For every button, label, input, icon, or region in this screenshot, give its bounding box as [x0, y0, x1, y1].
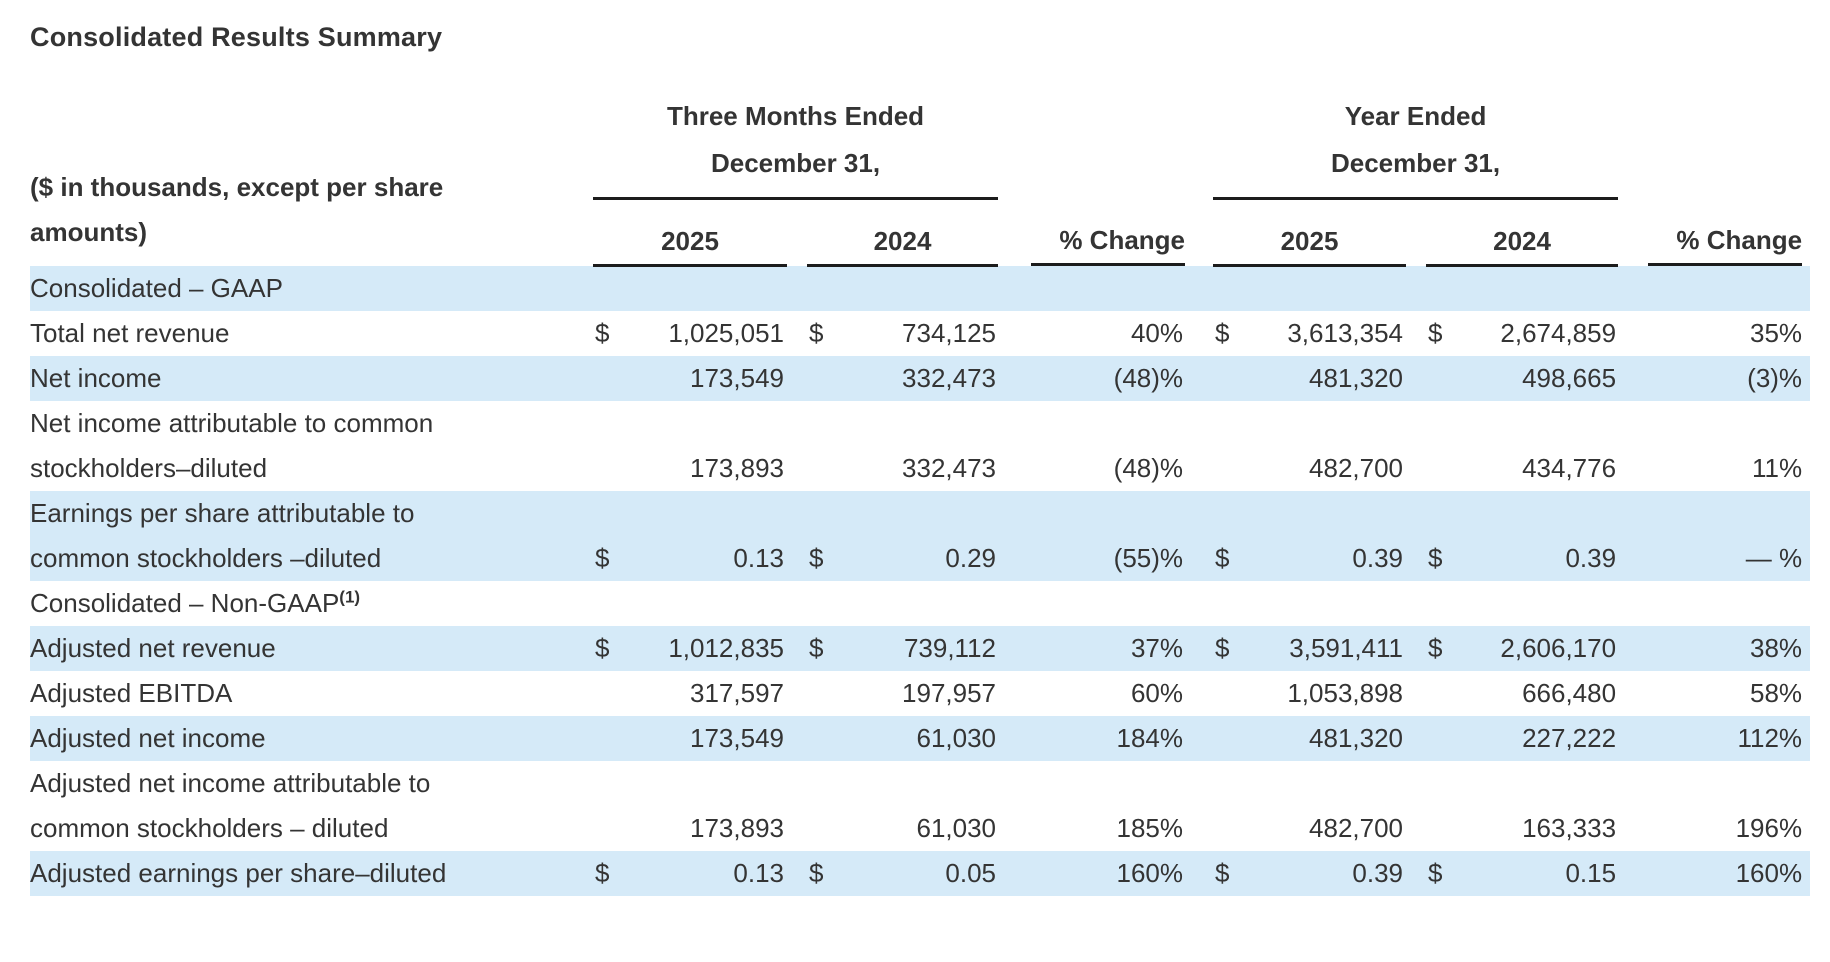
dollar-sign [807, 671, 847, 716]
value-cell: 173,549 [690, 722, 784, 753]
percent-cell [1618, 266, 1810, 311]
percent-cell: 58% [1750, 677, 1803, 708]
dollar-sign [807, 266, 847, 311]
value-cell: 482,700 [1309, 452, 1404, 483]
dollar-sign: $ [809, 317, 824, 348]
value-cell: 1,012,835 [668, 632, 784, 663]
group-header-row [30, 93, 1810, 199]
spacer-cell [787, 716, 807, 761]
spacer-cell [787, 401, 807, 491]
percent-cell: (48)% [1113, 452, 1184, 483]
value-cell [1253, 266, 1406, 311]
value-cell: 0.39 [1565, 542, 1617, 573]
value-cell: 482,700 [1309, 812, 1404, 843]
row-label: Adjusted EBITDA [30, 677, 233, 708]
spacer-cell [787, 199, 807, 266]
table-row [30, 311, 1810, 356]
dollar-sign [807, 581, 847, 626]
units-note-line2: amounts) [30, 216, 147, 247]
spacer-cell [1406, 626, 1426, 671]
value-cell: 0.29 [945, 542, 997, 573]
results-table [30, 93, 1810, 896]
units-note [30, 93, 593, 266]
dollar-sign [1426, 401, 1466, 491]
spacer-cell [787, 581, 807, 626]
dollar-sign [807, 356, 847, 401]
dollar-sign [593, 581, 633, 626]
dollar-sign [593, 716, 633, 761]
spacer-cell [1189, 199, 1213, 266]
table-row [30, 356, 1810, 401]
dollar-sign: $ [1428, 317, 1443, 348]
value-cell: 61,030 [916, 722, 997, 753]
value-cell [847, 266, 998, 311]
percent-cell: 196% [1735, 812, 1803, 843]
dollar-sign [1426, 761, 1466, 851]
value-cell: 317,597 [690, 677, 784, 708]
spacer-cell [787, 356, 807, 401]
spacer-cell [787, 491, 807, 581]
value-cell [633, 581, 787, 626]
percent-cell: 184% [1116, 722, 1184, 753]
group-header-year-ended: Year Ended December 31, [1213, 93, 1618, 199]
value-cell: 1,025,051 [668, 317, 784, 348]
value-cell: 227,222 [1522, 722, 1617, 753]
dollar-sign [1213, 671, 1253, 716]
dollar-sign: $ [1215, 632, 1230, 663]
section-row [30, 266, 1810, 311]
table-row [30, 851, 1810, 896]
value-cell: 0.39 [1352, 857, 1404, 888]
spacer-cell [1406, 356, 1426, 401]
page-title: Consolidated Results Summary [30, 22, 443, 52]
spacer-cell [787, 266, 807, 311]
section-row [30, 581, 1810, 626]
percent-cell: (48)% [1113, 362, 1184, 393]
column-header-pct-change-y: % Change [1618, 199, 1810, 266]
spacer-cell [1189, 266, 1213, 311]
spacer-cell [787, 851, 807, 896]
spacer-cell [1189, 93, 1213, 199]
dollar-sign: $ [1428, 857, 1443, 888]
dollar-sign [593, 401, 633, 491]
dollar-sign [593, 671, 633, 716]
value-cell: 481,320 [1309, 362, 1404, 393]
value-cell: 2,606,170 [1500, 632, 1617, 663]
percent-cell: 112% [1737, 722, 1803, 753]
value-cell [1466, 266, 1618, 311]
dollar-sign: $ [809, 857, 824, 888]
spacer-cell [1189, 716, 1213, 761]
value-cell: 173,893 [690, 812, 784, 843]
table-row [30, 716, 1810, 761]
spacer-cell [998, 93, 1189, 199]
spacer-cell [1406, 581, 1426, 626]
value-cell [1253, 581, 1406, 626]
value-cell: 734,125 [902, 317, 997, 348]
spacer-cell [787, 626, 807, 671]
value-cell: 332,473 [902, 362, 997, 393]
column-header-2024-q: 2024 [807, 199, 998, 266]
spacer-cell [787, 311, 807, 356]
value-cell [1466, 581, 1618, 626]
percent-cell: 38% [1750, 632, 1803, 663]
spacer-cell [1406, 761, 1426, 851]
spacer-cell [1189, 671, 1213, 716]
dollar-sign [1213, 356, 1253, 401]
column-header-2025-q: 2025 [593, 199, 787, 266]
footnote-marker: (1) [339, 586, 361, 606]
row-label: Consolidated – GAAP [30, 272, 283, 303]
value-cell: 0.39 [1352, 542, 1404, 573]
spacer-cell [1406, 199, 1426, 266]
value-cell: 0.05 [945, 857, 997, 888]
table-body [30, 266, 1810, 896]
dollar-sign: $ [595, 542, 610, 573]
dollar-sign: $ [809, 542, 824, 573]
table-row [30, 671, 1810, 716]
spacer-cell [787, 671, 807, 716]
spacer-cell [1189, 356, 1213, 401]
row-label: Adjusted net income [30, 722, 266, 753]
dollar-sign: $ [1215, 317, 1230, 348]
table-row [30, 491, 1810, 581]
group-header-three-months: Three Months Ended December 31, [593, 93, 998, 199]
spacer-cell [1189, 581, 1213, 626]
spacer-cell [1406, 851, 1426, 896]
dollar-sign: $ [1215, 857, 1230, 888]
dollar-sign: $ [595, 317, 610, 348]
percent-cell: 35% [1750, 317, 1803, 348]
table-row [30, 761, 1810, 851]
dollar-sign [807, 761, 847, 851]
value-cell: 434,776 [1522, 452, 1617, 483]
value-cell: 666,480 [1522, 677, 1617, 708]
percent-cell: 185% [1116, 812, 1184, 843]
value-cell: 3,591,411 [1289, 632, 1404, 663]
value-cell: 173,893 [690, 452, 784, 483]
spacer-cell [1406, 491, 1426, 581]
dollar-sign: $ [1428, 542, 1443, 573]
value-cell: 3,613,354 [1287, 317, 1404, 348]
spacer-cell [787, 761, 807, 851]
spacer-cell [1406, 671, 1426, 716]
value-cell: 739,112 [903, 632, 997, 663]
percent-cell: 60% [1130, 677, 1184, 708]
column-header-pct-change-q: % Change [998, 199, 1189, 266]
value-cell: 1,053,898 [1287, 677, 1404, 708]
dollar-sign [1213, 761, 1253, 851]
spacer-cell [1406, 311, 1426, 356]
dollar-sign [1213, 581, 1253, 626]
spacer-cell [1406, 266, 1426, 311]
percent-cell [998, 581, 1189, 626]
dollar-sign [1426, 716, 1466, 761]
value-cell: 197,957 [902, 677, 997, 708]
percent-cell: — % [1745, 542, 1803, 573]
dollar-sign: $ [809, 632, 824, 663]
value-cell: 163,333 [1522, 812, 1617, 843]
value-cell: 332,473 [902, 452, 997, 483]
percent-cell: (3)% [1747, 362, 1803, 393]
dollar-sign: $ [1428, 632, 1443, 663]
value-cell: 481,320 [1309, 722, 1404, 753]
table-row [30, 626, 1810, 671]
spacer-cell [1189, 311, 1213, 356]
value-cell [633, 266, 787, 311]
value-cell [847, 581, 998, 626]
percent-cell: 11% [1751, 452, 1803, 483]
row-label: Earnings per share attributable to common stockholders –diluted [30, 497, 415, 573]
dollar-sign [1426, 266, 1466, 311]
percent-cell: 37% [1130, 632, 1184, 663]
dollar-sign [593, 266, 633, 311]
dollar-sign [1426, 356, 1466, 401]
row-label: Adjusted net income attributable to common stockholders – diluted [30, 767, 431, 843]
row-label: Total net revenue [30, 317, 230, 348]
spacer-cell [1189, 491, 1213, 581]
dollar-sign [1213, 266, 1253, 311]
percent-cell: (55)% [1113, 542, 1184, 573]
column-header-2025-y: 2025 [1213, 199, 1406, 266]
dollar-sign [593, 356, 633, 401]
dollar-sign: $ [1215, 542, 1230, 573]
units-note-line1: ($ in thousands, except per share [30, 171, 444, 202]
spacer-cell [1189, 401, 1213, 491]
value-cell: 0.13 [733, 542, 784, 573]
dollar-sign: $ [595, 857, 610, 888]
dollar-sign [1426, 671, 1466, 716]
row-label: Adjusted net revenue [30, 632, 276, 663]
row-label: Net income [30, 362, 162, 393]
spacer-cell [1189, 626, 1213, 671]
value-cell: 61,030 [916, 812, 997, 843]
dollar-sign: $ [595, 632, 610, 663]
row-label: Adjusted earnings per share–diluted [30, 857, 447, 888]
row-label: Net income attributable to common stockholders–diluted [30, 407, 434, 483]
spacer-cell [1189, 761, 1213, 851]
value-cell: 173,549 [690, 362, 784, 393]
spacer-cell [1618, 93, 1810, 199]
dollar-sign [1213, 716, 1253, 761]
percent-cell [998, 266, 1189, 311]
table-header [30, 93, 1810, 266]
value-cell: 498,665 [1522, 362, 1617, 393]
percent-cell: 40% [1130, 317, 1184, 348]
percent-cell [1618, 581, 1810, 626]
spacer-cell [1406, 716, 1426, 761]
dollar-sign [593, 761, 633, 851]
percent-cell: 160% [1735, 857, 1803, 888]
dollar-sign [1426, 581, 1466, 626]
spacer-cell [1189, 851, 1213, 896]
dollar-sign [807, 401, 847, 491]
dollar-sign [1213, 401, 1253, 491]
row-label: Consolidated – Non-GAAP$^{(1)}$ [30, 586, 361, 618]
spacer-cell [1406, 401, 1426, 491]
dollar-sign [807, 716, 847, 761]
value-cell: 0.15 [1565, 857, 1617, 888]
value-cell: 2,674,859 [1500, 317, 1617, 348]
percent-cell: 160% [1116, 857, 1184, 888]
value-cell: 0.13 [733, 857, 784, 888]
table-row [30, 401, 1810, 491]
column-header-2024-y: 2024 [1426, 199, 1618, 266]
